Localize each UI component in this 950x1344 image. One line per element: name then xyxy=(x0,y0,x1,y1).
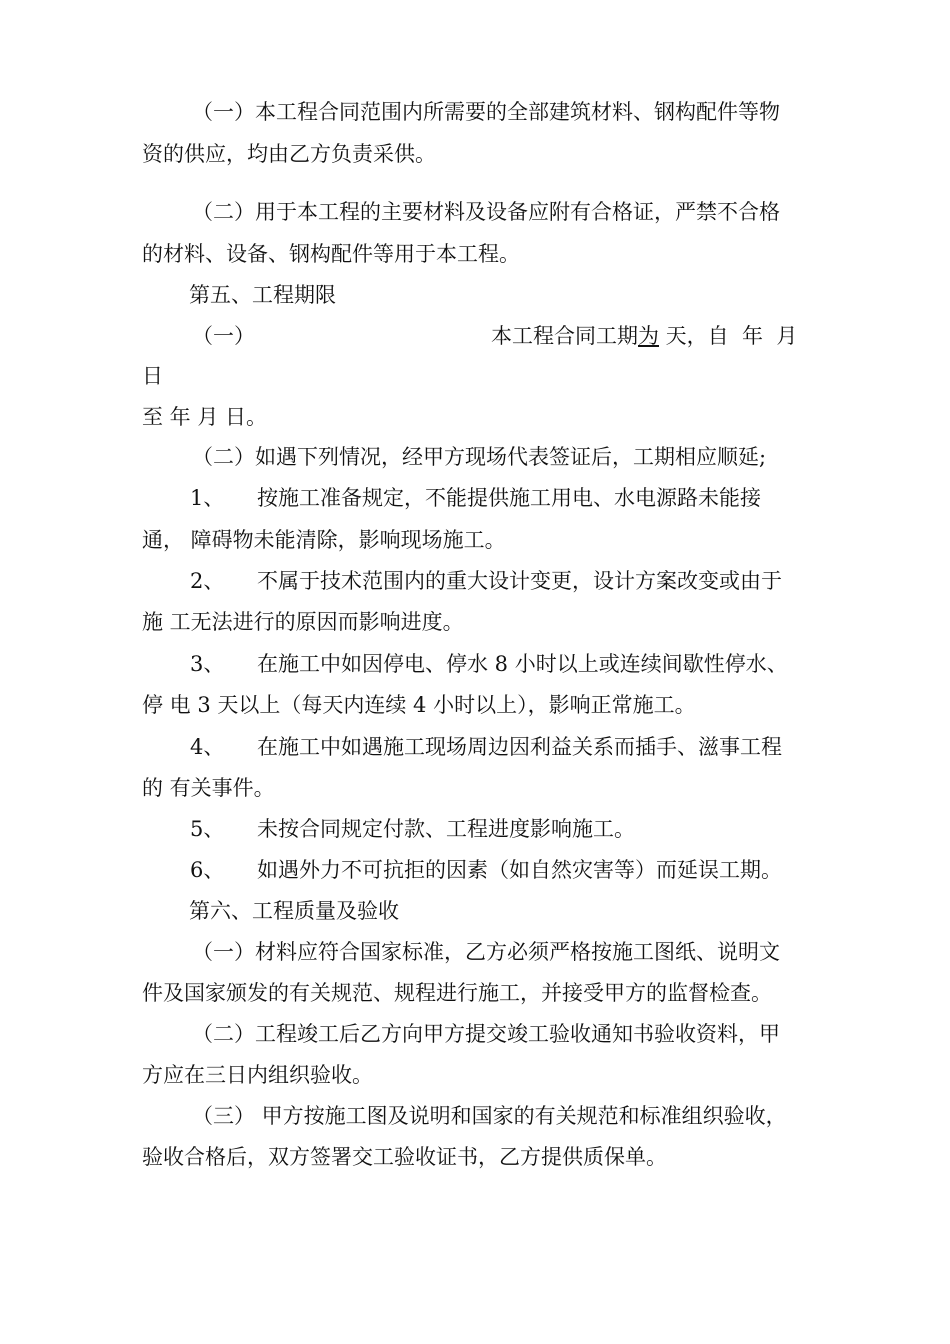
s5-item1-text-b: 天，自 年 月 xyxy=(659,324,798,348)
case-4-num: 4、 xyxy=(190,735,225,759)
s6-item2-line1: （二）工程竣工后乙方向甲方提交竣工验收通知书验收资料，甲 xyxy=(192,1022,780,1046)
case-6-num: 6、 xyxy=(190,858,225,882)
case-5-num: 5、 xyxy=(190,817,225,841)
s5-item1-line2: 日 xyxy=(142,364,163,388)
case-5-line1: 未按合同规定付款、工程进度影响施工。 xyxy=(257,817,635,841)
s5-item2: （二）如遇下列情况，经甲方现场代表签证后，工期相应顺延; xyxy=(192,445,767,469)
case-2-line2: 施 工无法进行的原因而影响进度。 xyxy=(142,610,464,634)
case-2-line1: 不属于技术范围内的重大设计变更，设计方案改变或由于 xyxy=(257,569,782,593)
s6-item1-line1: （一）材料应符合国家标准，乙方必须严格按施工图纸、说明文 xyxy=(192,940,780,964)
case-1-line1: 按施工准备规定，不能提供施工用电、水电源路未能接 xyxy=(257,486,761,510)
section6-heading: 第六、工程质量及验收 xyxy=(189,899,399,923)
s4-item1-line1: （一）本工程合同范围内所需要的全部建筑材料、钢构配件等物 xyxy=(192,100,780,124)
s6-item3-line1: （三） 甲方按施工图及说明和国家的有关规范和标准组织验收， xyxy=(192,1104,787,1128)
case-2-num: 2、 xyxy=(190,569,225,593)
s4-item2-line1: （二）用于本工程的主要材料及设备应附有合格证，严禁不合格 xyxy=(192,200,780,224)
case-1-line2: 通， 障碍物未能清除，影响现场施工。 xyxy=(142,528,506,552)
case-1-num: 1、 xyxy=(190,486,225,510)
s6-item1-line2: 件及国家颁发的有关规范、规程进行施工，并接受甲方的监督检查。 xyxy=(142,981,772,1005)
case-3-line2: 停 电 3 天以上（每天内连续 4 小时以上），影响正常施工。 xyxy=(142,693,696,717)
case-3-num: 3、 xyxy=(190,652,225,676)
case-4-line1: 在施工中如遇施工现场周边因利益关系而插手、滋事工程 xyxy=(257,735,782,759)
s4-item2-line2: 的材料、设备、钢构配件等用于本工程。 xyxy=(142,242,520,266)
s5-item1-line3: 至 年 月 日。 xyxy=(142,405,268,429)
s5-item1-text-a: 本工程合同工期 xyxy=(491,324,638,348)
s6-item2-line2: 方应在三日内组织验收。 xyxy=(142,1063,373,1087)
s5-item1-text-u: 为 xyxy=(638,324,659,348)
case-6-line1: 如遇外力不可抗拒的因素（如自然灾害等）而延误工期。 xyxy=(257,858,782,882)
s5-item1-duration xyxy=(491,322,797,350)
s6-item3-line2: 验收合格后，双方签署交工验收证书，乙方提供质保单。 xyxy=(142,1145,667,1169)
case-3-line1: 在施工中如因停电、停水 8 小时以上或连续间歇性停水、 xyxy=(257,652,788,676)
s5-item1-label: （一） xyxy=(192,324,255,348)
case-4-line2: 的 有关事件。 xyxy=(142,776,275,800)
s4-item1-line2: 资的供应，均由乙方负责采供。 xyxy=(142,142,436,166)
section5-heading: 第五、工程期限 xyxy=(189,283,336,307)
